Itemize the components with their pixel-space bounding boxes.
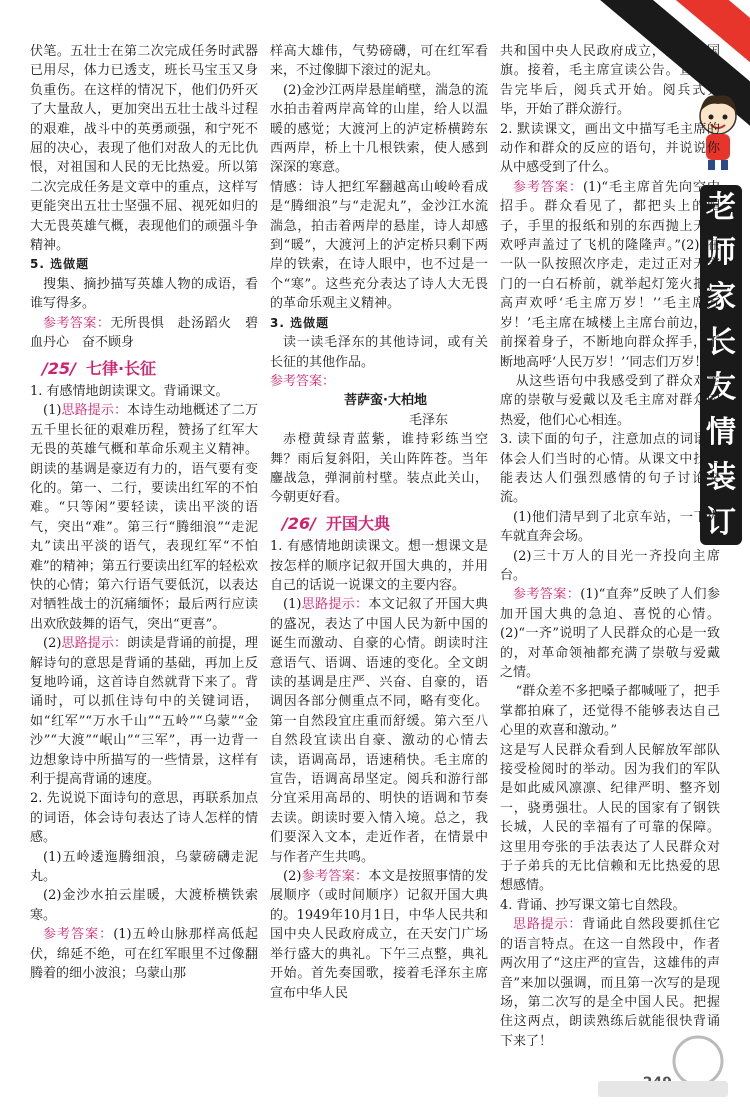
answer-text: 无所畏惧 赴汤蹈火 碧血丹心 奋不顾身 [30,315,258,351]
paragraph: 伏笔。五壮士在第二次完成任务时武器已用尽，体力已透支，班长马宝玉又身负重伤。在这样的情况下，他们仍歼灭了大量敌人，更加突出五壮士战斗过程的艰难，战斗中的英勇顽强，和宁死不屈的决心，表现了他们对敌人的无比仇恨，对祖国和人民的无比热爱。所以第二次完成任务是文章中的重点，这样写更能突出五壮士坚强不屈、视死如归的大无畏英雄气概，表现他们的顽强斗争精神。 [30,44,258,254]
paragraph: (2)金沙江两岸悬崖峭壁，湍急的流水拍击着两岸高耸的山崖，给人以温暖的感觉；大渡河上的泸定桥横跨东西两岸，桥上十几根铁索，使人感到深深的寒意。 [270,82,488,176]
answer-label: 参考答案： [270,373,336,389]
question: 4. 背诵、抄写课文第七自然段。 [500,897,686,913]
answer-label: 参考答案： [43,927,114,943]
hint-text: 本诗生动地概述了二万五千里长征的艰难历程，赞扬了红军大无畏的英雄气概和革命乐观主义精神。朗读的基调是豪迈有力的，语气要有变化的。第一、二行，要读出红军的不怕难。“只等闲”要轻读，读出平淡的语气，突出“难”。第三行“腾细浪”“走泥丸”读出平淡的语气，表现红军“不怕难”的精神；第五行要读出红军的轻松欢快的心情；第六行语气要低沉，以表达对牺牲战士的沉痛缅怀；最后两行应读出欢欣鼓舞的语气，突出“更喜”。 [30,403,258,632]
poem-line: (1)五岭逶迤腾细浪，乌蒙磅礴走泥丸。 [30,849,258,885]
question: 2. 先说说下面诗句的意思，再联系加点的词语，体会诗句表达了诗人怎样的情感。 [30,791,258,846]
hint-text: 背诵此自然段要抓住它的语言特点。在这一自然段中，作者两次用了“这庄严的宣告，这雄伟的声音”来加以强调，而且第一次写的是现场，第二次写的是全中国人民。把握住这两点，朗读熟练后就能很快背诵下来了！ [500,917,720,1049]
poem-line: (2)金沙水拍云崖暖，大渡桥横铁索寒。 [30,888,258,923]
lesson-title: 开国大典 [325,513,390,533]
section-label: 5. 选做题 [30,257,90,272]
lesson-heading-26 [282,514,488,533]
paragraph: 样高大雄伟，气势磅礴，可在红军看来，不过像脚下滚过的泥丸。 [270,44,488,79]
side-panel-title: 老师家长友情装订 [706,190,736,540]
answer-text: (1)五岭山脉那样高低起伏，绵延不绝，可在红军眼里不过像翻腾着的细小波浪；乌蒙山那 [30,927,258,982]
question: 2. 默读课文，画出文中描写毛主席的动作和群众的反应的语句，并说说你从中感受到了什么。 [500,121,720,176]
section-label: 3. 选做题 [270,315,330,330]
question: 1. 有感情地朗读课文。背诵课文。 [30,383,229,399]
item-prefix: (2) [43,636,62,652]
answer-label: 参考答案： [513,587,581,603]
paragraph: 读一读毛泽东的其他诗词，或有关长征的其他作品。 [270,335,488,370]
paragraph: 共和国中央人民政府成立，然后升国旗。接着，毛主席宣读公告。宣读公告完毕后，阅兵式开始。阅兵式完毕，开始了群众游行。 [500,44,720,118]
paragraph: 这是写人民群众看到人民解放军部队接受检阅时的举动。因为我们的军队是如此威风凛凛、纪律严明、整齐划一，骁勇强壮。人民的国家有了钢铁长城，人民的幸福有了可靠的保障。这里用夸张的手法表达了人民群众对于子弟兵的无比信赖和无比热爱的思想感情。 [500,742,720,894]
item-prefix: (1) [43,403,62,419]
item-prefix: (2) [283,869,302,885]
poem-author: 毛泽东 [408,412,448,428]
answer-text: 本文是按照事情的发展顺序（或时间顺序）记叙开国大典的。1949年10月1日，中华人民共和国中央人民政府成立，在天安门广场举行盛大的典礼。下午三点整，典礼开始。首先奏国歌，接着毛泽东主席宣布中华人民 [270,869,488,1001]
answer-label: 参考答案： [301,869,369,885]
answer-text: (1)“毛主席首先向空中招手。群众看见了，都把头上的帽子，手里的报纸和别的东西抛上天，欢呼声盖过了飞机的隆隆声。”(2)“在一队一队按照次序走，走过正对天安门的一白石桥前，就举起灯笼火把，高声欢呼‘毛主席万岁！’‘毛主席万岁！’毛主席在城楼上主席台前边，向前探着身子，不断地向群众挥手，不断地高呼‘人民万岁！’‘同志们万岁！’” [500,179,720,370]
lesson-title: 七律·长征 [85,358,157,378]
item-prefix: (1) [283,597,302,613]
poem-body: 赤橙黄绿青蓝紫，谁持彩练当空舞？雨后复斜阳，关山阵阵苍。当年鏖战急，弹洞前村壁。装点此关山，今朝更好看。 [270,432,488,506]
paragraph: 诗人把红军翻越高山峻岭看成是“腾细浪”与“走泥丸”，金沙江水流湍急，拍击着两岸的悬崖，诗人却感到“暖”，大渡河上的泸定桥只剩下两岸的铁索，在诗人眼中，也不过是一个“寒”。这些充分表达了诗人大无畏的革命乐观主义精神。 [270,179,488,312]
answer-label: 参考答案： [513,179,583,195]
lesson-number: /26/ [282,513,316,533]
hint-text: 朗读是背诵的前提，理解诗句的意思是背诵的基础，再加上反复地吟诵，这首诗自然就背下来了。背诵时，可以抓住诗句中的关键词语，如“红军”“万水千山”“五岭”“乌蒙”“金沙”“大渡”“岷山”“三军”，再一边背一边想象诗中所描写的一些情景，这样有利于提高背诵的速度。 [30,636,258,788]
paragraph: 从这些语句中我感受到了群众对主席的崇敬与爱戴以及毛主席对群众的热爱，他们心心相连。 [500,373,720,428]
answer-label: 参考答案： [43,315,111,331]
column-1 [30,42,258,984]
hint-text: 本文记叙了开国大典的盛况，表达了中国人民为新中国的诞生而激动、自豪的心情。朗读时注意语气、语调、语速的变化。全文朗读的基调是庄严、兴奋、自豪的，语调因各部分侧重点不同，略有变化。第一自然段宜庄重而舒缓。第六至八自然段宜读出自豪、激动的心情去读，语调高昂，语速稍快。毛主席的宣告，语调高昂坚定。阅兵和游行部分宜采用高昂的、明快的语调和节奏去读。朗读时要入情入境。总之，我们要深入文本，走近作者，在情景中与作者产生共鸣。 [270,597,488,865]
column-3 [500,42,720,1051]
quotation: “群众差不多把嗓子都喊哑了，把手掌都拍麻了，还觉得不能够表达自己心里的欢喜和激动。” [500,684,720,739]
lesson-heading-25 [42,359,258,378]
example-sentence: (2)三十万人的目光一齐投向主席台。 [500,548,720,583]
hint-label: 思路提示： [61,636,128,652]
emotion-label: 情感： [270,179,311,195]
hint-label: 思路提示： [61,403,128,419]
hint-label: 思路提示： [301,597,369,613]
lesson-number: /25/ [42,358,76,378]
example-sentence: (1)他们清早到了北京车站，一下火车就直奔会场。 [500,509,720,545]
corner-logo-watermark [588,1031,738,1101]
answer-text: (1)“直奔”反映了人们参加开国大典的急迫、喜悦的心情。(2)“一齐”说明了人民群众的心是一致的，对革命领袖都充满了崇敬与爱戴之情。 [500,587,720,680]
paragraph: 搜集、摘抄描写英雄人物的成语，看谁写得多。 [30,276,258,312]
hint-label: 思路提示： [513,917,583,933]
question: 3. 读下面的句子，注意加点的词语，体会人们当时的心情。从课文中找出能表达人们强烈感情的句子讨论交流。 [500,432,720,506]
column-2 [270,42,488,1003]
question: 1. 有感情地朗读课文。想一想课文是按怎样的顺序记叙开国大典的，并用自己的话说一说课文的主要内容。 [270,539,488,593]
poem-title: 菩萨蛮·大柏地 [344,393,427,409]
